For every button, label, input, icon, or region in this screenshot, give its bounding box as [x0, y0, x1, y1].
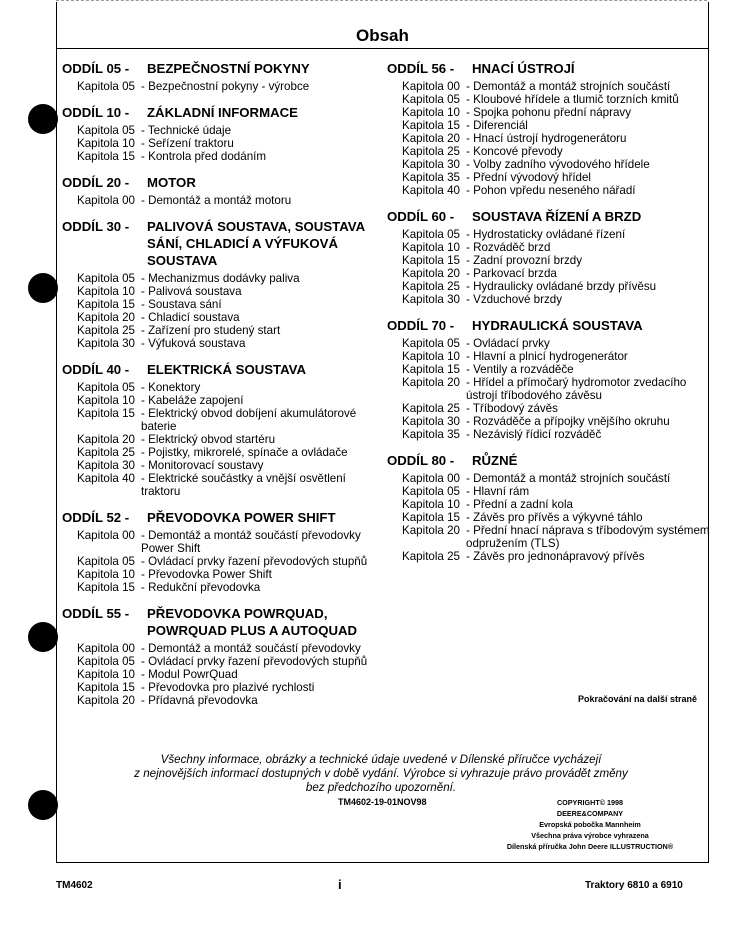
- chapter-title: - Hnací ústrojí hydrogenerátoru: [466, 132, 627, 145]
- chapter-row: [62, 298, 387, 311]
- copyright-block: [480, 797, 700, 852]
- chapter-title: - Převodovka Power Shift: [141, 568, 272, 581]
- chapter-row: [62, 381, 387, 394]
- chapter-number: Kapitola 05: [76, 655, 135, 668]
- chapter-number: Kapitola 10: [76, 137, 135, 150]
- chapter-number: Kapitola 10: [401, 350, 460, 363]
- chapter-title: - Kabeláže zapojení: [141, 394, 244, 407]
- chapter-number: Kapitola 35: [401, 428, 460, 441]
- chapter-title: - Elektrický obvod dobíjení akumulátorové baterie: [141, 407, 357, 433]
- chapter-number: Kapitola 35: [401, 171, 460, 184]
- chapter-title: - Elektrické součástky a vnější osvětlení traktoru: [141, 472, 346, 498]
- section-number: ODDÍL 56 -: [387, 61, 455, 76]
- chapter-number: Kapitola 20: [76, 311, 135, 324]
- chapter-row: [387, 511, 712, 524]
- chapter-title: - Hlavní rám: [466, 485, 530, 498]
- chapter-row: [387, 485, 712, 498]
- chapter-number: Kapitola 30: [401, 415, 460, 428]
- chapter-row: [387, 402, 712, 415]
- chapter-row: [62, 581, 387, 594]
- chapter-number: Kapitola 25: [401, 280, 460, 293]
- chapter-title: - Kloubové hřídele a tlumič torzních kmitů: [466, 93, 679, 106]
- section-heading: [387, 317, 712, 334]
- section-name: BEZPEČNOSTNÍ POKYNY: [147, 61, 310, 76]
- chapter-title: - Rozváděč brzd: [466, 241, 551, 254]
- chapter-title: - Kontrola před dodáním: [141, 150, 267, 163]
- section-heading: [62, 104, 387, 121]
- section-number: ODDÍL 55 -: [62, 606, 130, 621]
- section-heading: [62, 361, 387, 378]
- chapter-number: Kapitola 05: [401, 228, 460, 241]
- chapter-row: [387, 524, 712, 550]
- chapter-title: - Demontáž a montáž strojních součástí: [466, 472, 671, 485]
- chapter-title: - Diferenciál: [466, 119, 528, 132]
- section-heading: [387, 208, 712, 225]
- chapter-title: - Hřídel a přímočarý hydromotor zvedacího ústrojí tříbodového závěsu: [466, 376, 687, 402]
- section-name: PŘEVODOVKA POWER SHIFT: [147, 510, 336, 525]
- chapter-row: [62, 194, 387, 207]
- chapter-number: Kapitola 05: [76, 272, 135, 285]
- section-name: RŮZNÉ: [472, 453, 518, 468]
- chapter-number: Kapitola 05: [76, 80, 135, 93]
- copyright-line-4: Všechna práva výrobce vyhrazena: [531, 831, 649, 840]
- chapter-row: [387, 428, 712, 441]
- chapter-row: [62, 150, 387, 163]
- page-title: Obsah: [356, 26, 409, 45]
- section-number: ODDÍL 60 -: [387, 209, 455, 224]
- chapter-row: [62, 433, 387, 446]
- chapter-number: Kapitola 20: [401, 132, 460, 145]
- chapter-row: [62, 407, 387, 433]
- chapter-row: [62, 472, 387, 498]
- chapter-title: - Přední a zadní kola: [466, 498, 573, 511]
- chapter-row: [62, 681, 387, 694]
- chapter-row: [387, 498, 712, 511]
- chapter-title: - Tříbodový závěs: [466, 402, 558, 415]
- chapter-number: Kapitola 20: [401, 524, 460, 537]
- section-number: ODDÍL 20 -: [62, 175, 130, 190]
- chapter-number: Kapitola 15: [76, 581, 135, 594]
- chapter-title: - Monitorovací soustavy: [141, 459, 264, 472]
- chapter-title: - Rozváděče a přípojky vnějšího okruhu: [466, 415, 670, 428]
- chapter-number: Kapitola 25: [76, 324, 135, 337]
- notice-line-2: z nejnovějších informací dostupných v době vydání. Výrobce si vyhrazuje právo provádět změny: [134, 767, 628, 780]
- chapter-row: [62, 694, 387, 707]
- chapter-row: [387, 145, 712, 158]
- chapter-title: - Pohon vpředu neseného nářadí: [466, 184, 636, 197]
- chapter-number: Kapitola 15: [401, 254, 460, 267]
- chapter-title: - Demontáž a montáž součástí převodovky: [141, 642, 361, 655]
- chapter-row: [387, 119, 712, 132]
- continued-note: Pokračování na další straně: [578, 694, 698, 704]
- chapter-number: Kapitola 05: [401, 337, 460, 350]
- chapter-number: Kapitola 10: [76, 668, 135, 681]
- chapter-title: - Výfuková soustava: [141, 337, 246, 350]
- document-id: TM4602-19-01NOV98: [338, 797, 427, 807]
- footer-model: Traktory 6810 a 6910: [585, 880, 683, 891]
- chapter-title: - Redukční převodovka: [141, 581, 261, 594]
- chapter-number: Kapitola 40: [76, 472, 135, 485]
- chapter-row: [62, 272, 387, 285]
- binder-hole-3: [28, 622, 58, 652]
- toc-left-column: [62, 60, 387, 707]
- section-number: ODDÍL 52 -: [62, 510, 130, 525]
- chapter-title: - Závěs pro přívěs a výkyvné táhlo: [466, 511, 643, 524]
- chapter-number: Kapitola 20: [76, 433, 135, 446]
- copyright-line-3: Evropská pobočka Mannheim: [539, 820, 641, 829]
- section-heading: [387, 452, 712, 469]
- section-heading: [62, 218, 387, 269]
- chapter-row: [62, 137, 387, 150]
- chapter-row: [387, 280, 712, 293]
- toc-right-column: [387, 60, 712, 563]
- chapter-number: Kapitola 00: [76, 194, 135, 207]
- chapter-title: - Ovládací prvky: [466, 337, 550, 350]
- chapter-row: [387, 350, 712, 363]
- chapter-title: - Pojistky, mikrorelé, spínače a ovládače: [141, 446, 348, 459]
- title-rule: [56, 48, 708, 49]
- chapter-row: [62, 668, 387, 681]
- chapter-title: - Ventily a rozváděče: [466, 363, 574, 376]
- chapter-number: Kapitola 10: [401, 241, 460, 254]
- section-heading: [62, 605, 387, 639]
- chapter-title: - Chladicí soustava: [141, 311, 240, 324]
- binder-hole-2: [28, 273, 58, 303]
- chapter-row: [62, 285, 387, 298]
- section-name: HYDRAULICKÁ SOUSTAVA: [472, 318, 643, 333]
- top-dashed-edge: [56, 0, 707, 1]
- chapter-title: - Hydraulicky ovládané brzdy přívěsu: [466, 280, 657, 293]
- chapter-title: - Ovládací prvky řazení převodových stupňů: [141, 555, 368, 568]
- chapter-row: [62, 80, 387, 93]
- section-number: ODDÍL 80 -: [387, 453, 455, 468]
- chapter-row: [62, 324, 387, 337]
- chapter-row: [387, 293, 712, 306]
- chapter-row: [62, 311, 387, 324]
- section-heading: [62, 60, 387, 77]
- binder-hole-4: [28, 790, 58, 820]
- chapter-title: - Závěs pro jednonápravový přívěs: [466, 550, 645, 563]
- section-number: ODDÍL 10 -: [62, 105, 130, 120]
- chapter-number: Kapitola 20: [401, 267, 460, 280]
- chapter-title: - Zadní provozní brzdy: [466, 254, 582, 267]
- chapter-title: - Zařízení pro studený start: [141, 324, 281, 337]
- binder-hole-1: [28, 104, 58, 134]
- chapter-number: Kapitola 30: [401, 158, 460, 171]
- chapter-number: Kapitola 30: [76, 459, 135, 472]
- chapter-number: Kapitola 00: [401, 472, 460, 485]
- chapter-row: [62, 555, 387, 568]
- chapter-row: [62, 642, 387, 655]
- disclaimer-notice: [100, 753, 662, 795]
- chapter-number: Kapitola 05: [401, 93, 460, 106]
- chapter-number: Kapitola 25: [401, 145, 460, 158]
- chapter-row: [387, 254, 712, 267]
- chapter-number: Kapitola 25: [76, 446, 135, 459]
- chapter-number: Kapitola 05: [76, 555, 135, 568]
- chapter-title: - Modul PowrQuad: [141, 668, 238, 681]
- chapter-title: - Přídavná převodovka: [141, 694, 258, 707]
- chapter-row: [387, 472, 712, 485]
- chapter-title: - Bezpečnostní pokyny - výrobce: [141, 80, 310, 93]
- chapter-title: - Konektory: [141, 381, 201, 394]
- section-name: ZÁKLADNÍ INFORMACE: [147, 105, 298, 120]
- chapter-number: Kapitola 15: [76, 150, 135, 163]
- chapter-title: - Technické údaje: [141, 124, 232, 137]
- chapter-row: [387, 376, 712, 402]
- copyright-line-1: COPYRIGHT© 1998: [556, 798, 623, 807]
- chapter-number: Kapitola 10: [401, 498, 460, 511]
- section-number: ODDÍL 30 -: [62, 219, 130, 234]
- chapter-title: - Koncové převody: [466, 145, 563, 158]
- chapter-title: - Elektrický obvod startéru: [141, 433, 276, 446]
- notice-line-3: bez předchozího upozornění.: [305, 781, 457, 794]
- chapter-title: - Soustava sání: [141, 298, 222, 311]
- chapter-row: [387, 337, 712, 350]
- chapter-number: Kapitola 00: [76, 642, 135, 655]
- chapter-row: [387, 132, 712, 145]
- chapter-title: - Mechanizmus dodávky paliva: [141, 272, 300, 285]
- chapter-number: Kapitola 30: [401, 293, 460, 306]
- chapter-row: [387, 184, 712, 197]
- section-name: SOUSTAVA ŘÍZENÍ A BRZD: [472, 209, 642, 224]
- chapter-title: - Volby zadního vývodového hřídele: [466, 158, 650, 171]
- chapter-row: [387, 241, 712, 254]
- chapter-number: Kapitola 15: [401, 363, 460, 376]
- chapter-title: - Vzduchové brzdy: [466, 293, 563, 306]
- copyright-line-2: DEERE&COMPANY: [556, 809, 624, 818]
- chapter-title: - Ovládací prvky řazení převodových stupňů: [141, 655, 368, 668]
- section-name: PŘEVODOVKA POWRQUAD, POWRQUAD PLUS A AUTOQUAD: [147, 606, 358, 638]
- section-name: MOTOR: [147, 175, 196, 190]
- chapter-number: Kapitola 10: [76, 394, 135, 407]
- chapter-title: - Přední hnací náprava s tříbodovým systémem odpružením (TLS): [466, 524, 710, 550]
- chapter-title: - Převodovka pro plazivé rychlosti: [141, 681, 315, 694]
- chapter-row: [387, 80, 712, 93]
- section-number: ODDÍL 70 -: [387, 318, 455, 333]
- chapter-title: - Demontáž a montáž strojních součástí: [466, 80, 671, 93]
- chapter-number: Kapitola 15: [401, 119, 460, 132]
- chapter-row: [62, 568, 387, 581]
- chapter-row: [62, 529, 387, 555]
- chapter-row: [387, 550, 712, 563]
- chapter-row: [387, 415, 712, 428]
- chapter-row: [62, 337, 387, 350]
- footer-page-number: i: [338, 877, 342, 892]
- chapter-title: - Hlavní a plnicí hydrogenerátor: [466, 350, 628, 363]
- chapter-number: Kapitola 40: [401, 184, 460, 197]
- chapter-row: [387, 93, 712, 106]
- chapter-title: - Seřízení traktoru: [141, 137, 234, 150]
- chapter-number: Kapitola 15: [401, 511, 460, 524]
- section-name: HNACÍ ÚSTROJÍ: [472, 61, 575, 76]
- chapter-number: Kapitola 20: [401, 376, 460, 389]
- chapter-number: Kapitola 10: [76, 568, 135, 581]
- chapter-title: - Spojka pohonu přední nápravy: [466, 106, 632, 119]
- chapter-title: - Přední vývodový hřídel: [466, 171, 592, 184]
- chapter-title: - Demontáž a montáž motoru: [141, 194, 292, 207]
- chapter-row: [387, 106, 712, 119]
- chapter-row: [62, 655, 387, 668]
- chapter-title: - Nezávislý řídicí rozváděč: [466, 428, 602, 441]
- chapter-row: [387, 158, 712, 171]
- chapter-number: Kapitola 05: [76, 124, 135, 137]
- section-number: ODDÍL 05 -: [62, 61, 130, 76]
- chapter-number: Kapitola 15: [76, 407, 135, 420]
- chapter-row: [62, 394, 387, 407]
- chapter-number: Kapitola 10: [76, 285, 135, 298]
- chapter-row: [62, 446, 387, 459]
- chapter-row: [387, 228, 712, 241]
- chapter-title: - Parkovací brzda: [466, 267, 557, 280]
- chapter-row: [62, 124, 387, 137]
- chapter-number: Kapitola 00: [401, 80, 460, 93]
- section-name: ELEKTRICKÁ SOUSTAVA: [147, 362, 306, 377]
- chapter-title: - Hydrostaticky ovládané řízení: [466, 228, 626, 241]
- chapter-number: Kapitola 30: [76, 337, 135, 350]
- section-heading: [387, 60, 712, 77]
- chapter-number: Kapitola 10: [401, 106, 460, 119]
- chapter-row: [387, 363, 712, 376]
- footer-manual-code: TM4602: [56, 880, 93, 891]
- section-name: PALIVOVÁ SOUSTAVA, SOUSTAVA SÁNÍ, CHLADICÍ A VÝFUKOVÁ SOUSTAVA: [147, 219, 365, 268]
- section-heading: [62, 174, 387, 191]
- chapter-number: Kapitola 20: [76, 694, 135, 707]
- chapter-number: Kapitola 05: [401, 485, 460, 498]
- chapter-number: Kapitola 15: [76, 298, 135, 311]
- notice-line-1: Všechny informace, obrázky a technické údaje uvedené v Dílenské příručce vycházejí: [160, 753, 602, 766]
- chapter-number: Kapitola 25: [401, 402, 460, 415]
- chapter-number: Kapitola 15: [76, 681, 135, 694]
- chapter-number: Kapitola 25: [401, 550, 460, 563]
- chapter-number: Kapitola 05: [76, 381, 135, 394]
- chapter-title: - Palivová soustava: [141, 285, 242, 298]
- section-heading: [62, 509, 387, 526]
- chapter-number: Kapitola 00: [76, 529, 135, 542]
- chapter-row: [62, 459, 387, 472]
- section-number: ODDÍL 40 -: [62, 362, 130, 377]
- chapter-row: [387, 267, 712, 280]
- copyright-line-5: Dílenská příručka John Deere ILLUSTRUCTION®: [506, 842, 674, 851]
- chapter-title: - Demontáž a montáž součástí převodovky Power Shift: [141, 529, 361, 555]
- chapter-row: [387, 171, 712, 184]
